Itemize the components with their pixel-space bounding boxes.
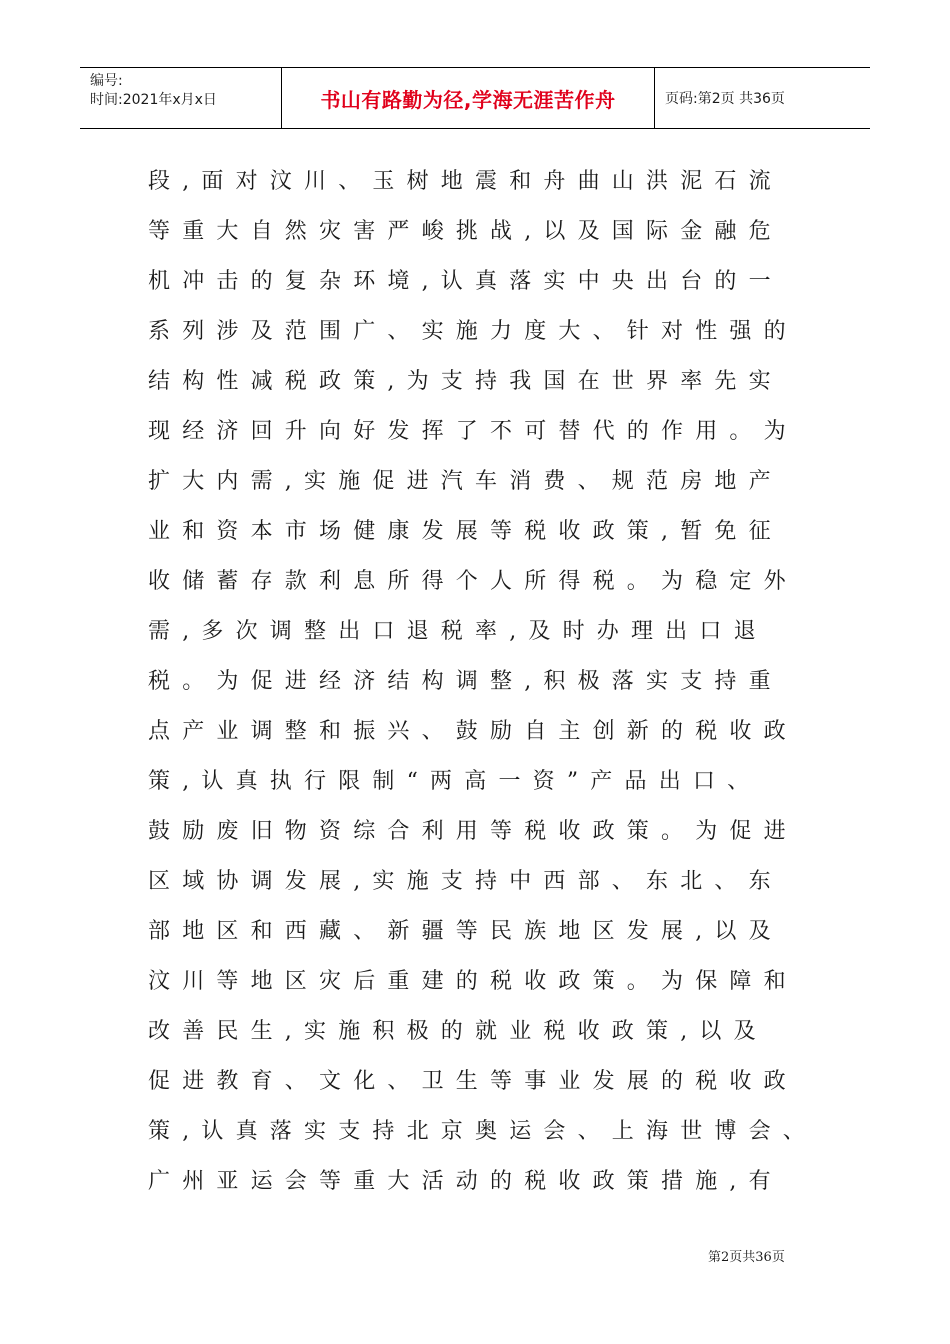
text-line: 广州亚运会等重大活动的税收政策措施,有 — [148, 1169, 783, 1194]
motto-text: 书山有路勤为径,学海无涯苦作舟 — [320, 87, 616, 112]
header-page — [655, 68, 870, 128]
text-line: 等重大自然灾害严峻挑战,以及国际金融危 — [148, 219, 783, 244]
header-meta — [80, 68, 282, 128]
text-line: 收储蓄存款利息所得个人所得税。为稳定外 — [148, 569, 798, 594]
text-line: 扩大内需,实施促进汽车消费、规范房地产 — [148, 469, 783, 494]
text-line: 机冲击的复杂环境,认真落实中央出台的一 — [148, 269, 783, 294]
footer-page-label: 第2页共36页 — [708, 1250, 785, 1265]
time-label: 时间:2021年x月x日 — [90, 92, 217, 108]
text-line: 区域协调发展,实施支持中西部、东北、东 — [148, 869, 783, 894]
text-line: 点产业调整和振兴、鼓励自主创新的税收政 — [148, 719, 798, 744]
text-line: 段,面对汶川、玉树地震和舟曲山洪泥石流 — [148, 169, 783, 194]
text-line: 结构性减税政策,为支持我国在世界率先实 — [148, 369, 783, 394]
page-footer — [708, 1246, 785, 1265]
page-header — [80, 67, 870, 129]
text-line: 策,认真落实支持北京奥运会、上海世博会、 — [148, 1119, 817, 1144]
text-line: 鼓励废旧物资综合利用等税收政策。为促进 — [148, 819, 798, 844]
text-line: 部地区和西藏、新疆等民族地区发展,以及 — [148, 919, 783, 944]
text-line: 促进教育、文化、卫生等事业发展的税收政 — [148, 1069, 798, 1094]
text-line: 策,认真执行限制“两高一资”产品出口、 — [148, 769, 762, 794]
text-line: 业和资本市场健康发展等税收政策,暂免征 — [148, 519, 783, 544]
text-line: 汶川等地区灾后重建的税收政策。为保障和 — [148, 969, 798, 994]
page-label: 页码:第2页 共36页 — [665, 91, 785, 107]
text-line: 税。为促进经济结构调整,积极落实支持重 — [148, 669, 783, 694]
body-text — [148, 160, 828, 1210]
number-label: 编号: — [90, 73, 123, 89]
text-line: 需,多次调整出口退税率,及时办理出口退 — [148, 619, 768, 644]
text-line: 现经济回升向好发挥了不可替代的作用。为 — [148, 419, 798, 444]
text-line: 系列涉及范围广、实施力度大、针对性强的 — [148, 319, 798, 344]
text-line: 改善民生,实施积极的就业税收政策,以及 — [148, 1019, 768, 1044]
header-motto — [282, 68, 655, 128]
